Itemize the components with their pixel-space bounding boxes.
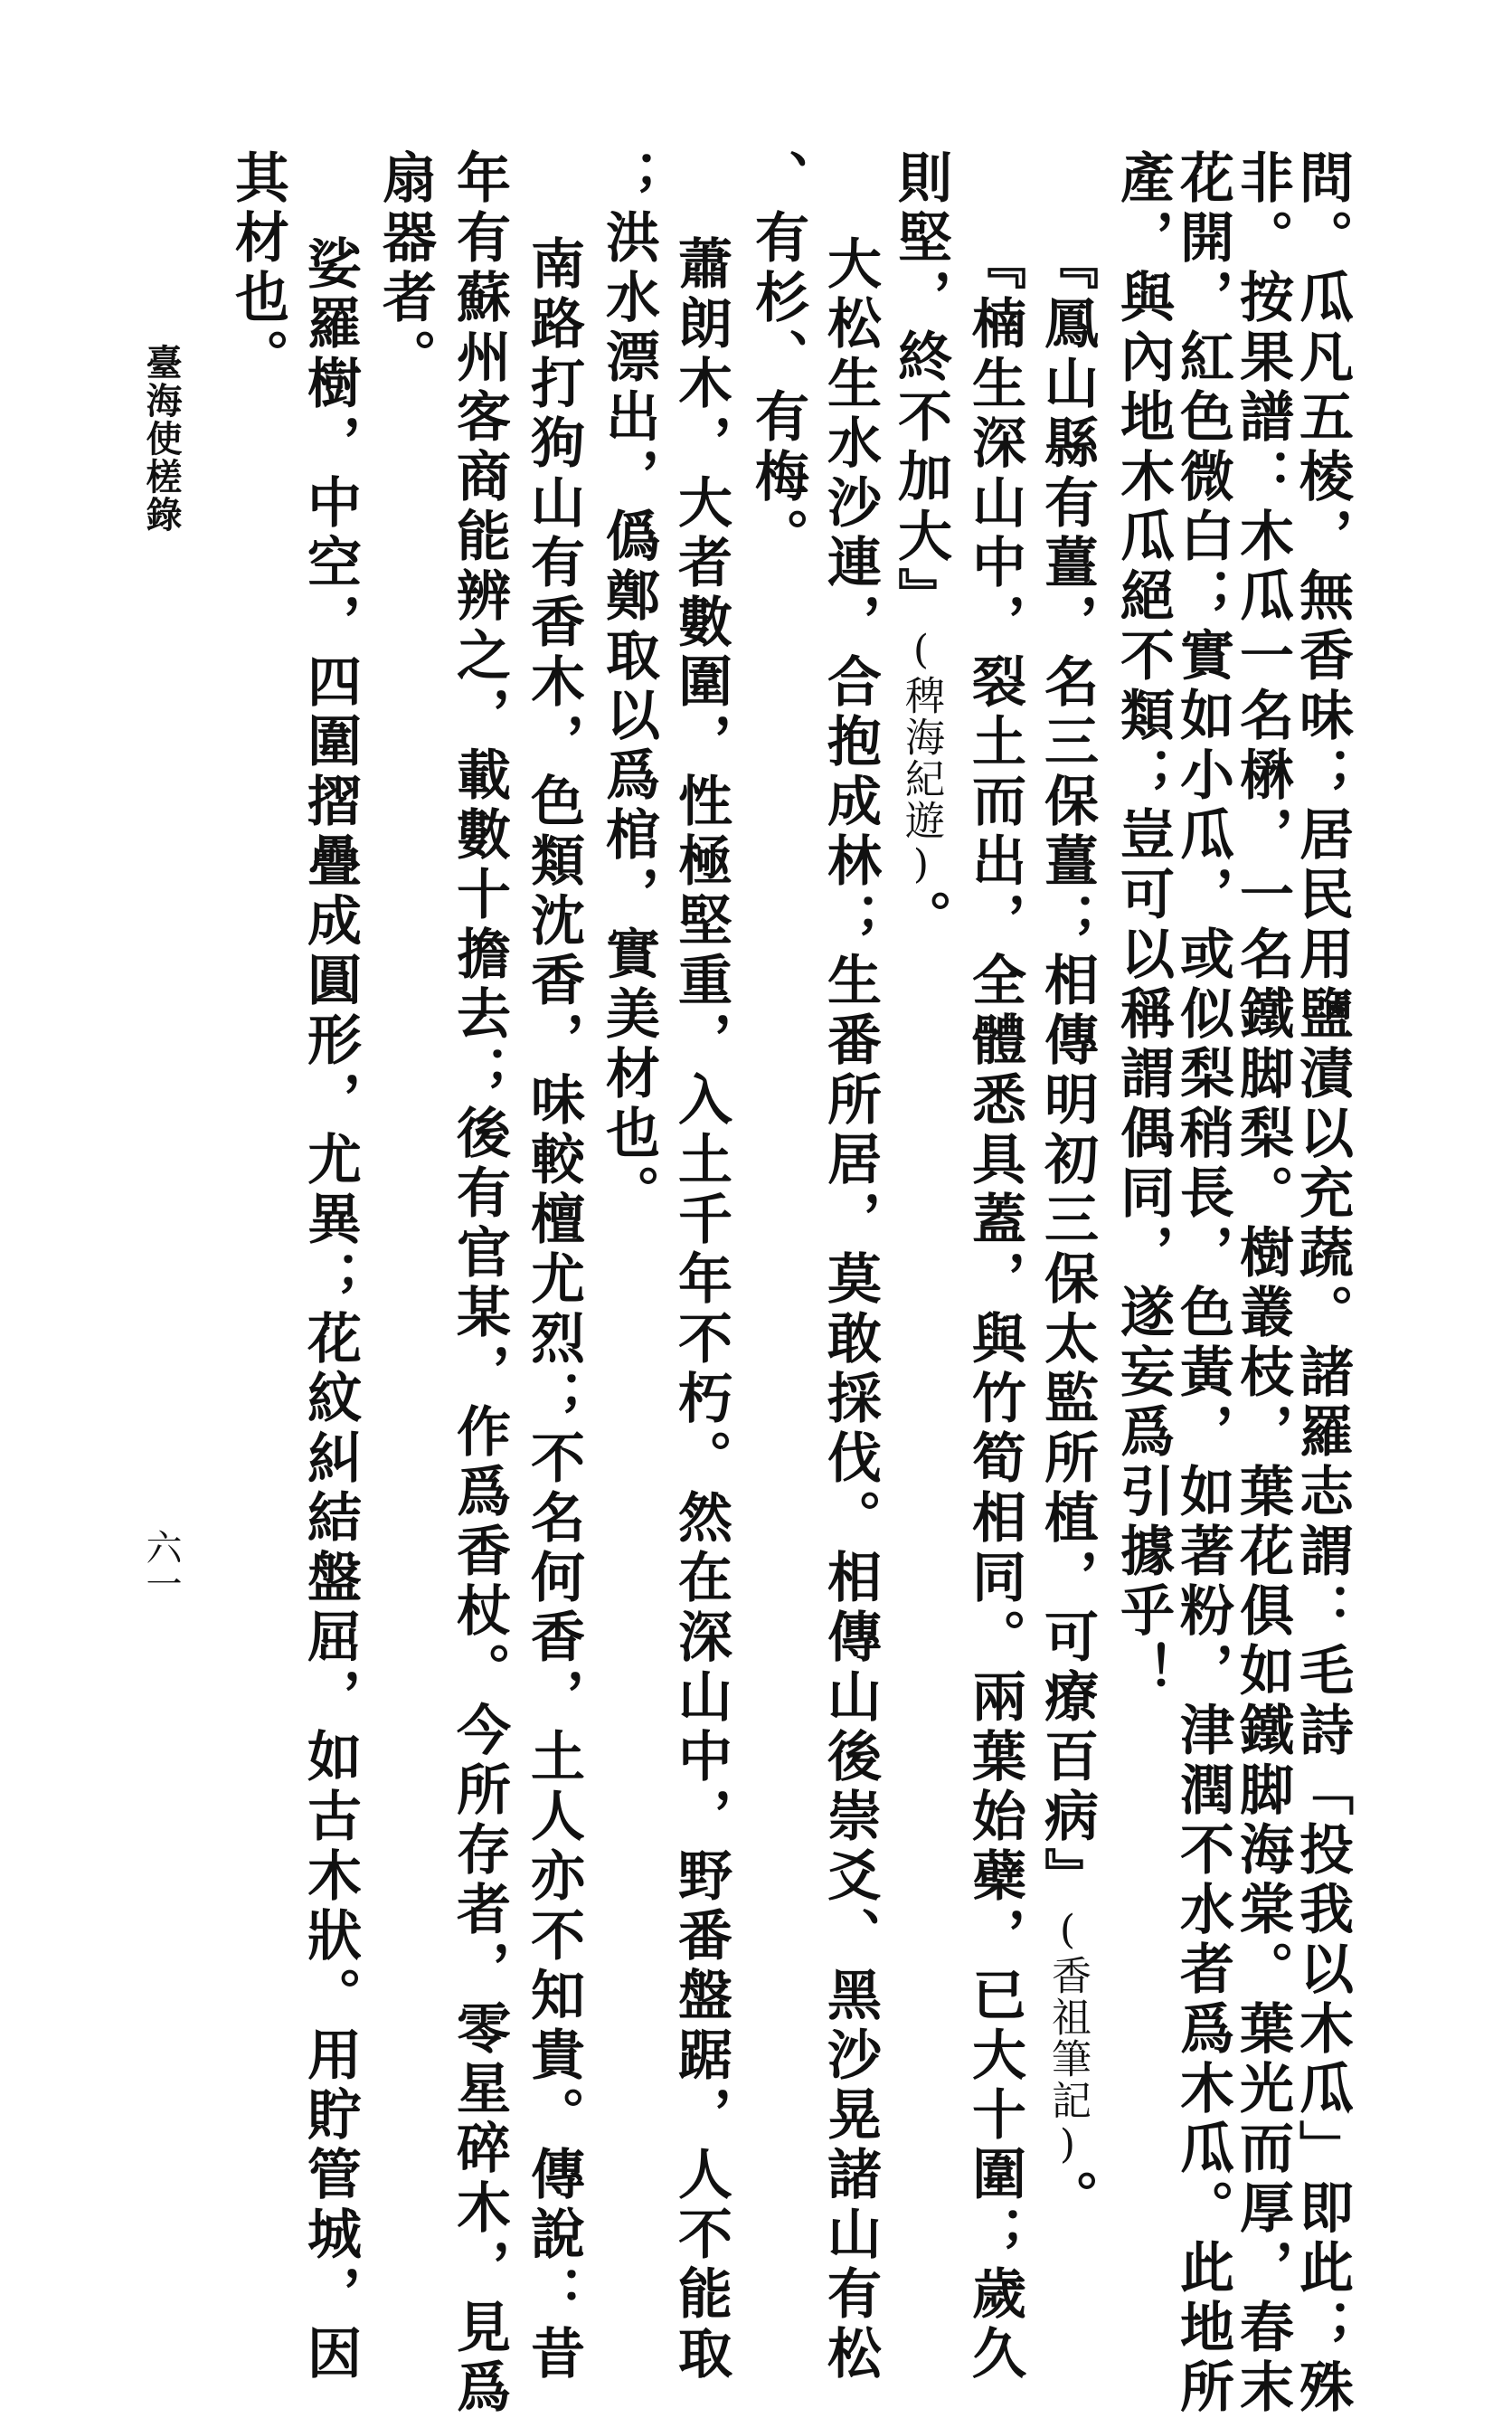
text-column-4 (1111, 149, 1175, 1702)
text-column-8 (818, 235, 882, 2385)
text-column-3 (1171, 149, 1234, 2418)
text-column-9 (746, 149, 809, 567)
text-column-4-content: 產，與內地木瓜絕不類；豈可以稱謂偶同，遂妄爲引據乎！ (1111, 149, 1175, 1702)
text-column-7-tail: 。 (889, 889, 952, 949)
text-column-10-content: 蕭朗木，大者數圍，性極堅重，入土千年不朽。然在深山中，野番盤踞，人不能取 (669, 235, 732, 2385)
text-column-13-content: 年有蘇州客商能辨之，載數十擔去；後有官某，作爲香杖。今所存者，零星碎木，見爲 (448, 149, 511, 2418)
text-column-6-content: 『楠生深山中，裂土而出，全體悉具蓋，與竹筍相同。兩葉始蘗，已大十圍；歲久 (963, 235, 1026, 2385)
running-head-title: 臺海使槎錄 (140, 344, 183, 534)
text-column-15-content: 娑羅樹，中空，四圍摺疊成圓形，尤異；花紋糾結盤屈，如古木狀。用貯管城，因 (298, 235, 362, 2385)
text-column-5 (1035, 235, 1099, 2229)
text-column-14 (373, 149, 437, 388)
text-column-10 (669, 235, 732, 2385)
text-column-5-content: 『鳳山縣有薑，名三保薑；相傳明初三保太監所植，可療百病』 (1035, 235, 1099, 1907)
text-column-12 (522, 235, 585, 2385)
text-column-12-content: 南路打狗山有香木，色類沈香，味較檀尤烈；不名何香，土人亦不知貴。傳說：昔 (522, 235, 585, 2385)
text-column-5-tail: 。 (1035, 2169, 1099, 2229)
page-number: 六一 (140, 1529, 182, 1601)
text-column-7 (889, 149, 952, 949)
text-column-8-content: 大松生水沙連，合抱成林；生番所居，莫敢採伐。相傳山後崇爻、黑沙晃諸山有松 (818, 235, 882, 2385)
source-note-xiangzu: (香祖筆記) (1044, 1907, 1091, 2169)
text-column-16 (226, 149, 289, 388)
text-column-9-content: 、有杉、有梅。 (746, 149, 809, 567)
text-column-1 (1290, 149, 1354, 2418)
text-column-13 (448, 149, 511, 2418)
text-column-16-content: 其材也。 (226, 149, 289, 388)
source-note-baihai: (稗海紀遊) (898, 627, 944, 889)
text-column-6 (963, 235, 1026, 2385)
text-column-15 (298, 235, 362, 2385)
text-column-2 (1231, 149, 1294, 2418)
text-column-1-content: 問。瓜凡五棱，無香味；居民用鹽漬以充蔬。諸羅志謂：毛詩「投我以木瓜」即此；殊 (1290, 149, 1354, 2418)
text-column-7-content: 則堅，終不加大』 (889, 149, 952, 627)
text-column-11-content: ；洪水漂出，僞鄭取以爲棺，實美材也。 (597, 149, 660, 1224)
text-column-14-content: 扇器者。 (373, 149, 437, 388)
text-column-11 (597, 149, 660, 1224)
text-column-3-content: 花開，紅色微白；實如小瓜，或似梨稍長，色黃，如著粉，津潤不水者爲木瓜。此地所 (1171, 149, 1234, 2418)
text-column-2-content: 非。按果譜：木瓜一名楙，一名鐵脚梨。樹叢枝，葉花俱如鐵脚海棠。葉光而厚，春末 (1231, 149, 1294, 2418)
